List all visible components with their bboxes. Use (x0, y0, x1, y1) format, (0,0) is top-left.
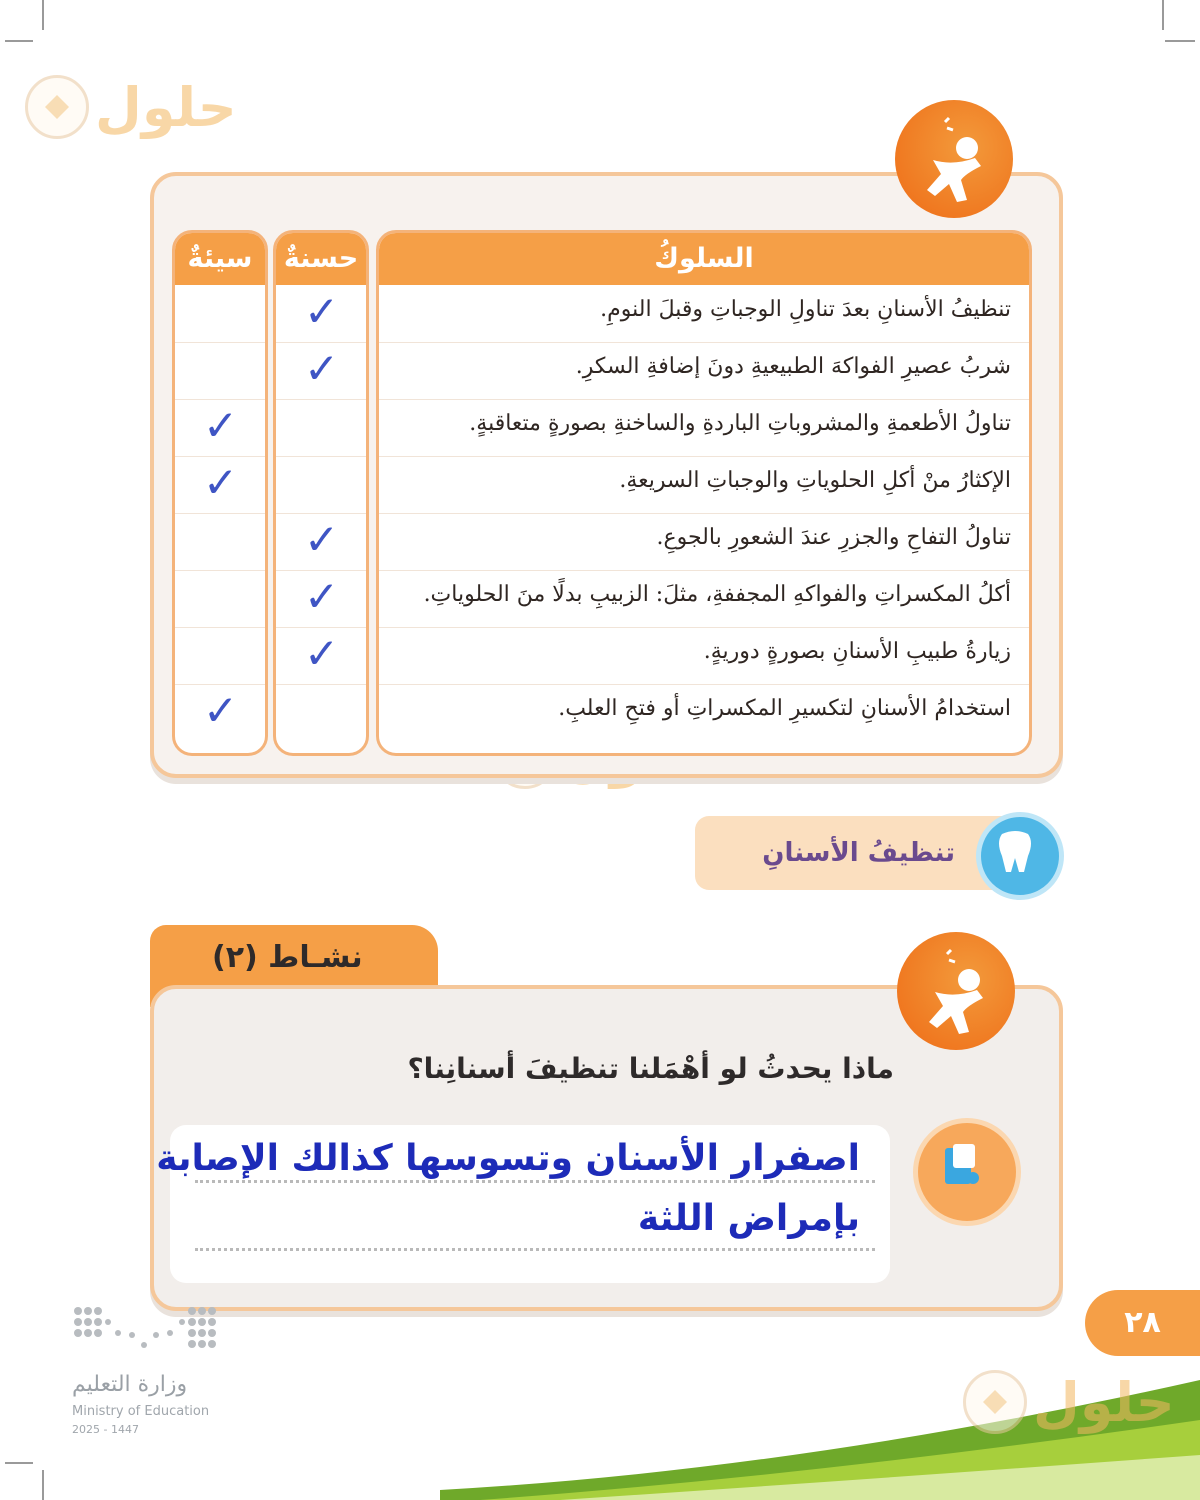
behavior-header: السلوكُ (379, 233, 1029, 285)
puzzle-icon (913, 1118, 1021, 1226)
bad-column (172, 230, 268, 756)
checkmark-icon: ✓ (304, 515, 340, 564)
table-row (175, 513, 265, 571)
table-row (379, 399, 1029, 457)
table-row (276, 684, 366, 741)
table-row (276, 456, 366, 514)
answer-line (195, 1248, 875, 1251)
page-number: ٢٨ (1085, 1290, 1200, 1356)
table-row (276, 342, 366, 400)
watermark-word: حلول (95, 75, 237, 139)
table-row (175, 570, 265, 628)
tooth-icon (976, 812, 1064, 900)
activity-emblem-icon (897, 932, 1015, 1050)
behavior-text: الإكثارُ منْ أكلِ الحلوياتِ والوجباتِ السريعةِ. (619, 468, 1011, 493)
checkmark-icon: ✓ (304, 344, 340, 393)
good-header: حسنةٌ (276, 233, 366, 285)
crop-mark (42, 1470, 44, 1500)
checkmark-icon: ✓ (304, 572, 340, 621)
ministry-name-english: Ministry of Education (72, 1404, 210, 1419)
ministry-year: 2025 - 1447 (72, 1423, 139, 1436)
table-row (379, 684, 1029, 741)
crop-mark (5, 40, 33, 42)
table-row (379, 456, 1029, 514)
table-row (276, 570, 366, 628)
activity-question: ماذا يحدثُ لو أهْمَلنا تنظيفَ أسنانِنا؟ (407, 1052, 894, 1085)
answer-line (195, 1180, 875, 1183)
table-row (175, 456, 265, 514)
ministry-logo-icon (72, 1305, 217, 1364)
watermark-logo (25, 75, 237, 139)
handwritten-answer: اصفرار الأسنان وتسوسها كذالك الإصابة (156, 1138, 860, 1179)
book-icon (963, 1370, 1027, 1434)
checkmark-icon: ✓ (203, 401, 239, 450)
section-title: تنظيفُ الأسنانِ (762, 838, 955, 868)
behavior-text: استخدامُ الأسنانِ لتكسيرِ المكسراتِ أو فتحِ العلبِ. (558, 696, 1011, 721)
table-row (276, 627, 366, 685)
watermark-word: حلول (1033, 1370, 1175, 1434)
crop-mark (1165, 40, 1195, 42)
table-row (276, 399, 366, 457)
bad-header: سيئةٌ (175, 233, 265, 285)
checkmark-icon: ✓ (203, 458, 239, 507)
table-row (276, 513, 366, 571)
crop-mark (42, 0, 44, 30)
checkmark-icon: ✓ (203, 686, 239, 735)
table-row (175, 399, 265, 457)
table-row (175, 285, 265, 343)
table-row (175, 342, 265, 400)
checkmark-icon: ✓ (304, 287, 340, 336)
table-row (379, 513, 1029, 571)
behavior-text: شربُ عصيرِ الفواكهَ الطبيعيةِ دونَ إضافةِ السكرِ. (575, 354, 1011, 379)
behavior-text: أكلُ المكسراتِ والفواكهِ المجففةِ، مثلَ: الزبيبِ بدلًا منَ الحلوياتِ. (423, 582, 1011, 607)
handwritten-answer: بإمراض اللثة (637, 1198, 860, 1239)
crop-mark (5, 1462, 33, 1464)
table-row (379, 342, 1029, 400)
behavior-text: تناولُ الأطعمةِ والمشروباتِ الباردةِ والساخنةِ بصورةٍ متعاقبةٍ. (469, 411, 1011, 436)
table-row (379, 627, 1029, 685)
book-icon (25, 75, 89, 139)
checkmark-icon: ✓ (304, 629, 340, 678)
good-column (273, 230, 369, 756)
table-row (175, 627, 265, 685)
behavior-text: زيارةُ طبيبِ الأسنانِ بصورةٍ دوريةٍ. (703, 639, 1011, 664)
behavior-column (376, 230, 1032, 756)
ministry-name-arabic: وزارة التعليم (72, 1372, 188, 1397)
crop-mark (1162, 0, 1164, 30)
activity-emblem-icon (895, 100, 1013, 218)
watermark-logo (963, 1370, 1175, 1434)
table-row (276, 285, 366, 343)
behavior-text: تنظيفُ الأسنانِ بعدَ تناولِ الوجباتِ وقبلَ النومِ. (600, 297, 1011, 322)
table-row (379, 570, 1029, 628)
table-row (175, 684, 265, 741)
activity-title: نشـاط (٢) (212, 940, 363, 975)
table-row (379, 285, 1029, 343)
behavior-text: تناولُ التفاحِ والجزرِ عندَ الشعورِ بالجوعِ. (656, 525, 1011, 550)
